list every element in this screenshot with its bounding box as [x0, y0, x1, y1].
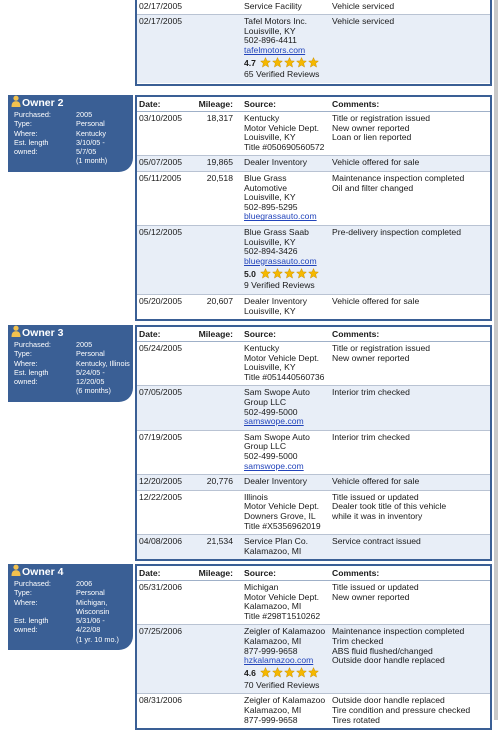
row-source: [239, 431, 328, 474]
owner-title: Owner 4: [8, 564, 133, 579]
row-comments: [328, 535, 490, 559]
source-line: Title #X5356962019: [244, 520, 321, 531]
source-line: Kentucky: [244, 343, 280, 353]
comment-line: while it was in inventory: [332, 510, 423, 521]
row-date: 07/19/2005: [139, 431, 183, 442]
comment-line: Tires rotated: [332, 714, 380, 725]
owner-summary-panel: [8, 95, 133, 172]
source-line: Louisville, KY: [244, 25, 296, 36]
row-mileage: [187, 386, 239, 429]
header-date: Date:: [139, 568, 161, 578]
row-source: [239, 156, 328, 171]
row-date: 05/24/2005: [139, 343, 183, 353]
history-row: [137, 172, 490, 226]
dealer-website-link[interactable]: bluegrassauto.com: [244, 211, 317, 222]
history-row: [137, 15, 490, 83]
row-comments: [328, 342, 490, 385]
history-row: [137, 386, 490, 430]
row-comments: [328, 431, 490, 474]
source-line: Motor Vehicle Dept.: [244, 591, 319, 602]
rating-value: 4.7: [244, 58, 256, 69]
comment-line: Vehicle offered for sale: [332, 157, 420, 168]
source-line: Kentucky: [244, 113, 280, 123]
source-line: Kalamazoo, MI: [244, 601, 302, 612]
row-date: 04/08/2006: [139, 536, 183, 547]
owner-title: Owner 3: [8, 325, 133, 340]
comment-line: New owner reported: [332, 591, 410, 602]
comment-line: Vehicle offered for sale: [332, 476, 420, 487]
source-line: 502-895-5295: [244, 201, 298, 212]
source-line: 877-999-9658: [244, 645, 298, 656]
type-field: Type: Personal: [14, 588, 105, 598]
row-date: 08/31/2006: [139, 695, 183, 706]
row-mileage: [187, 0, 239, 14]
header-comments: Comments:: [332, 329, 380, 339]
source-line: Title #051440560736: [244, 371, 325, 382]
row-comments: [328, 491, 490, 534]
source-line: Service Facility: [244, 1, 302, 11]
history-row: [137, 694, 490, 728]
row-mileage: [187, 342, 239, 385]
where-field: Where: Kentucky, Illinois: [14, 358, 130, 368]
source-line: Zeigler of Kalamazoo: [244, 626, 326, 637]
row-mileage: 19,865: [206, 157, 233, 168]
source-line: Motor Vehicle Dept.: [244, 122, 319, 133]
row-date: 12/20/2005: [139, 476, 183, 487]
comment-line: Oil and filter changed: [332, 182, 414, 193]
verified-reviews-link[interactable]: 9 Verified Reviews: [244, 280, 315, 291]
row-source: [239, 386, 328, 429]
history-row: [137, 535, 490, 559]
row-date: 02/17/2005: [139, 16, 183, 26]
purchased-field: Purchased: 2006: [14, 579, 93, 588]
header-source: Source:: [244, 329, 276, 339]
row-mileage: [187, 491, 239, 534]
row-comments: [328, 172, 490, 225]
source-line: Dealer Inventory: [244, 157, 308, 168]
owner-1-history-table: [135, 0, 492, 86]
history-row: [137, 295, 490, 319]
comment-line: Pre-delivery inspection completed: [332, 226, 461, 237]
header-comments: Comments:: [332, 99, 380, 109]
row-mileage: [187, 625, 239, 693]
person-icon: [11, 95, 22, 110]
source-line: Blue Grass: [244, 172, 287, 183]
source-line: Zeigler of Kalamazoo: [244, 695, 326, 706]
row-mileage: [187, 694, 239, 728]
row-source: [239, 491, 328, 534]
comment-line: Interior trim checked: [332, 387, 410, 398]
source-line: 877-999-9658: [244, 714, 298, 725]
owner-history-table: [135, 325, 492, 561]
row-date: 02/17/2005: [139, 1, 183, 11]
source-line: Motor Vehicle Dept.: [244, 352, 319, 363]
purchased-field: Purchased: 2005: [14, 340, 93, 349]
person-icon: [11, 564, 22, 579]
row-source: [239, 581, 328, 624]
row-comments: [328, 15, 490, 83]
row-mileage: 20,518: [206, 172, 233, 183]
history-row: [137, 0, 490, 15]
owner-history-table: [135, 95, 492, 321]
owner-summary-panel: [8, 564, 133, 650]
history-row: [137, 491, 490, 535]
row-date: 07/25/2006: [139, 626, 183, 637]
row-mileage: 21,534: [206, 536, 233, 547]
source-line: 502-894-3426: [244, 246, 298, 257]
row-source: [239, 295, 328, 319]
person-icon: [11, 325, 22, 340]
rating-value: 4.6: [244, 668, 256, 679]
row-comments: [328, 156, 490, 171]
row-date: 03/10/2005: [139, 113, 183, 123]
comment-line: Title issued or updated: [332, 582, 419, 592]
where-field: Where: Michigan, Wisconsin: [14, 597, 110, 616]
source-line: 502-499-5000: [244, 406, 298, 417]
verified-reviews-link[interactable]: 70 Verified Reviews: [244, 679, 320, 690]
source-line: Louisville, KY: [244, 192, 296, 203]
comment-line: Maintenance inspection completed: [332, 626, 465, 637]
owner-summary-panel: [8, 325, 133, 402]
row-comments: [328, 226, 490, 294]
row-source: [239, 475, 328, 490]
where-field: Where: Kentucky: [14, 128, 107, 138]
dealer-website-link[interactable]: samswope.com: [244, 460, 304, 471]
comment-line: Trim checked: [332, 635, 384, 646]
comment-line: Service contract issued: [332, 536, 421, 547]
type-field: Type: Personal: [14, 119, 105, 129]
star-icon: [284, 667, 296, 681]
comment-line: Vehicle serviced: [332, 1, 395, 11]
header-mileage: Mileage:: [198, 99, 233, 109]
owner-history-table: [135, 564, 492, 730]
comment-line: Interior trim checked: [332, 431, 410, 442]
history-row: [137, 226, 490, 295]
row-source: [239, 226, 328, 294]
history-row: [137, 581, 490, 625]
page-scroll-edge: [494, 0, 498, 720]
comment-line: Tire condition and pressure checked: [332, 704, 471, 715]
row-source: [239, 112, 328, 155]
source-line: Illinois: [244, 491, 268, 502]
comment-line: Outside door handle replaced: [332, 695, 445, 706]
row-mileage: 20,776: [206, 476, 233, 487]
comment-line: Outside door handle replaced: [332, 655, 445, 666]
source-line: Louisville, KY: [244, 236, 296, 247]
dealer-rating: [244, 668, 328, 681]
row-comments: [328, 295, 490, 319]
dealer-website-link[interactable]: tafelmotors.com: [244, 44, 306, 55]
row-mileage: [187, 15, 239, 83]
header-source: Source:: [244, 99, 276, 109]
table-header: [137, 97, 490, 112]
row-source: [239, 694, 328, 728]
comment-line: Title or registration issued: [332, 113, 431, 123]
comment-line: Title or registration issued: [332, 343, 431, 353]
dealer-website-link[interactable]: bluegrassauto.com: [244, 255, 317, 266]
source-line: Group LLC: [244, 441, 287, 452]
row-date: 05/20/2005: [139, 295, 183, 306]
source-line: Title #050690560572: [244, 141, 325, 152]
source-line: Kalamazoo, MI: [244, 635, 302, 646]
source-line: Sam Swope Auto: [244, 431, 310, 442]
comment-line: New owner reported: [332, 122, 410, 133]
purchased-field: Purchased: 2005: [14, 110, 93, 119]
star-icon: [260, 667, 272, 681]
row-date: 12/22/2005: [139, 491, 183, 502]
history-row: [137, 625, 490, 694]
source-line: Automotive: [244, 182, 287, 193]
row-source: [239, 535, 328, 559]
source-line: Louisville, KY: [244, 305, 296, 316]
header-date: Date:: [139, 99, 161, 109]
est-length-field: Est. length owned: 3/10/05 - 5/7/05 (1 month): [14, 137, 108, 166]
comment-line: Loan or lien reported: [332, 132, 412, 143]
source-line: Louisville, KY: [244, 132, 296, 143]
history-row: [137, 112, 490, 156]
source-line: Louisville, KY: [244, 362, 296, 373]
comment-line: Dealer took title of this vehicle: [332, 501, 447, 512]
source-line: Kalamazoo, MI: [244, 545, 302, 556]
source-line: Dealer Inventory: [244, 476, 308, 487]
source-line: Blue Grass Saab: [244, 226, 309, 237]
source-line: Downers Grove, IL: [244, 510, 316, 521]
row-comments: [328, 386, 490, 429]
row-comments: [328, 112, 490, 155]
row-date: 07/05/2005: [139, 387, 183, 398]
star-icon: [308, 667, 320, 681]
verified-reviews-link[interactable]: 65 Verified Reviews: [244, 69, 320, 80]
history-row: [137, 156, 490, 172]
row-date: 05/11/2005: [139, 172, 182, 183]
row-mileage: 18,317: [206, 113, 233, 123]
owner-title: Owner 2: [8, 95, 133, 110]
source-line: Service Plan Co.: [244, 536, 309, 547]
row-mileage: [187, 226, 239, 294]
row-source: [239, 0, 328, 14]
comment-line: Vehicle offered for sale: [332, 295, 420, 306]
comment-line: New owner reported: [332, 352, 410, 363]
history-row: [137, 431, 490, 475]
comment-line: Title issued or updated: [332, 491, 419, 502]
source-line: Motor Vehicle Dept.: [244, 501, 319, 512]
row-comments: [328, 581, 490, 624]
row-source: [239, 625, 328, 693]
row-date: 05/31/2006: [139, 582, 183, 592]
source-line: 502-499-5000: [244, 450, 298, 461]
header-mileage: Mileage:: [198, 568, 233, 578]
row-mileage: [187, 581, 239, 624]
table-header: [137, 327, 490, 342]
type-field: Type: Personal: [14, 349, 105, 359]
header-comments: Comments:: [332, 568, 380, 578]
source-line: Tafel Motors Inc.: [244, 16, 308, 26]
rating-value: 5.0: [244, 269, 256, 280]
history-row: [137, 475, 490, 491]
source-line: Sam Swope Auto: [244, 387, 310, 398]
star-icon: [272, 667, 284, 681]
source-line: Michigan: [244, 582, 279, 592]
header-source: Source:: [244, 568, 276, 578]
dealer-website-link[interactable]: hzkalamazoo.com: [244, 655, 314, 666]
row-source: [239, 15, 328, 83]
row-comments: [328, 694, 490, 728]
row-comments: [328, 625, 490, 693]
comment-line: Vehicle serviced: [332, 16, 395, 26]
source-line: 502-896-4411: [244, 35, 297, 46]
source-line: Dealer Inventory: [244, 295, 308, 306]
source-line: Title #298T1510262: [244, 610, 321, 621]
row-date: 05/12/2005: [139, 226, 183, 237]
est-length-field: Est. length owned: 5/24/05 - 12/20/05 (6 months): [14, 367, 111, 396]
row-mileage: [187, 431, 239, 474]
est-length-field: Est. length owned: 5/31/06 - 4/22/08 (1 yr. 10 mo.): [14, 616, 119, 644]
dealer-website-link[interactable]: samswope.com: [244, 416, 304, 427]
row-mileage: 20,607: [206, 295, 233, 306]
row-source: [239, 172, 328, 225]
source-line: Kalamazoo, MI: [244, 704, 302, 715]
star-icon: [296, 667, 308, 681]
source-line: Group LLC: [244, 396, 287, 407]
row-source: [239, 342, 328, 385]
table-header: [137, 566, 490, 581]
comment-line: ABS fluid flushed/changed: [332, 645, 433, 656]
history-row: [137, 342, 490, 386]
header-date: Date:: [139, 329, 161, 339]
row-date: 05/07/2005: [139, 157, 183, 168]
comment-line: Maintenance inspection completed: [332, 172, 465, 183]
row-comments: [328, 0, 490, 14]
header-mileage: Mileage:: [198, 329, 233, 339]
row-comments: [328, 475, 490, 490]
